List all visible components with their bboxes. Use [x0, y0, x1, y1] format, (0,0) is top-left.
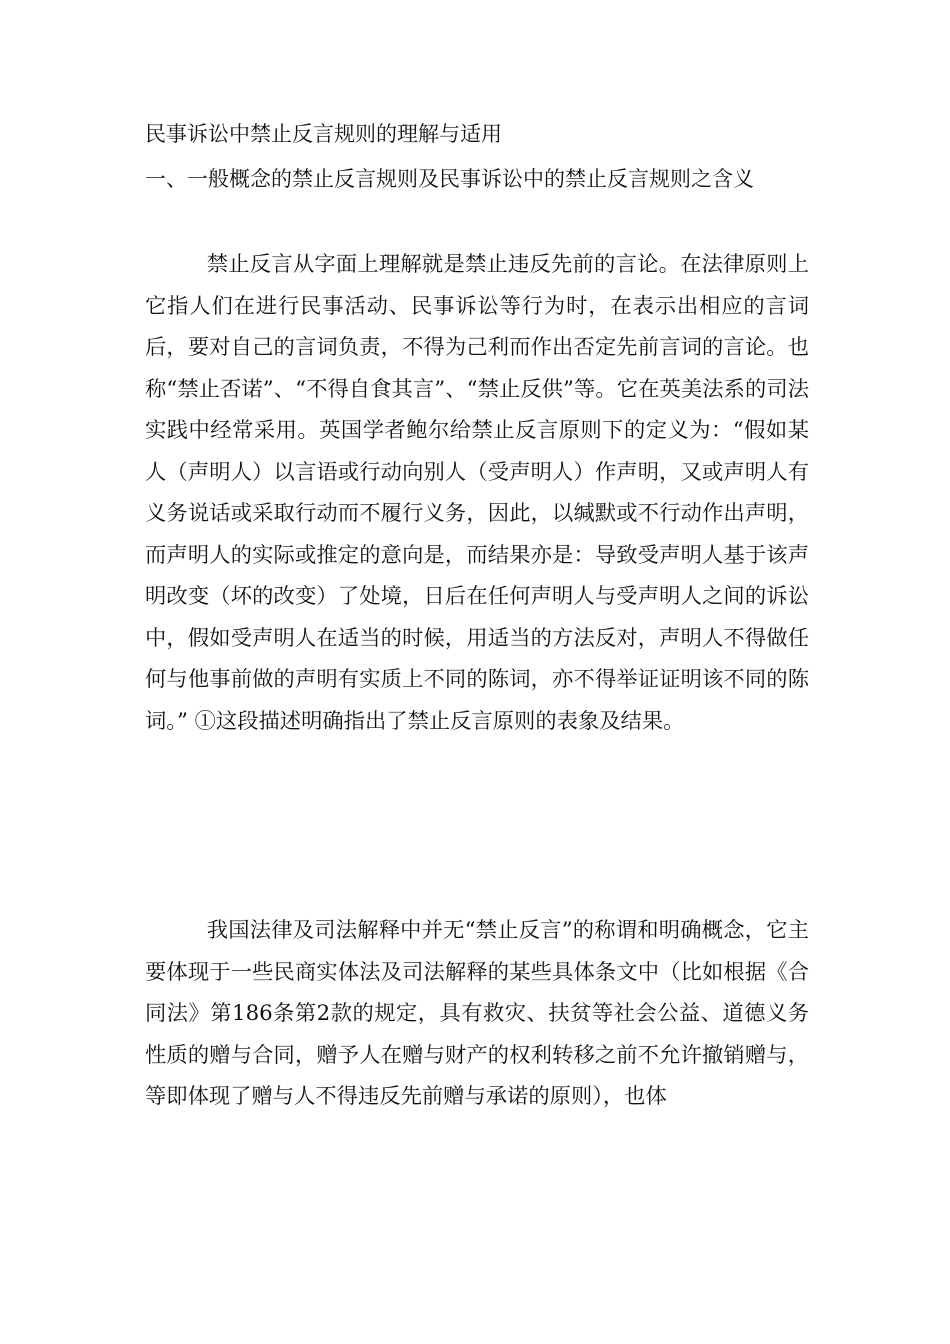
- paragraph-1: 禁止反言从字面上理解就是禁止违反先前的言论。在法律原则上它指人们在进行民事活动、民事诉讼等行为时，在表示出相应的言词后，要对自己的言词负责，不得为己利而作出否定先前言词的言论。也称“禁止否诺”、“不得自食其言”、“禁止反供”等。它在英美法系的司法实践中经常采用。英国学者鲍尔给禁止反言原则下的定义为：“假如某人（声明人）以言语或行动向别人（受声明人）作声明，又或声明人有义务说话或采取行动而不履行义务，因此，以缄默或不行动作出声明，而声明人的实际或推定的意向是，而结果亦是：导致受声明人基于该声明改变（坏的改变）了处境，日后在任何声明人与受声明人之间的诉讼中，假如受声明人在适当的时候，用适当的方法反对，声明人不得做任何与他事前做的声明有实质上不同的陈词，亦不得举证证明该不同的陈词。” ①这段描述明确指出了禁止反言原则的表象及结果。: [145, 252, 809, 734]
- document-title: 民事诉讼中禁止反言规则的理解与适用: [145, 122, 502, 146]
- section-heading: 一、一般概念的禁止反言规则及民事诉讼中的禁止反言规则之含义: [145, 167, 754, 191]
- paragraph-2: 我国法律及司法解释中并无“禁止反言”的称谓和明确概念，它主要体现于一些民商实体法及司法解释的某些具体条文中（比如根据《合同法》第186条第2款的规定，具有救灾、扶贫等社会公益、道德义务性质的赠与合同，赠予人在赠与财产的权利转移之前不允许撤销赠与，等即体现了赠与人不得违反先前赠与承诺的原则），也体: [145, 918, 809, 1109]
